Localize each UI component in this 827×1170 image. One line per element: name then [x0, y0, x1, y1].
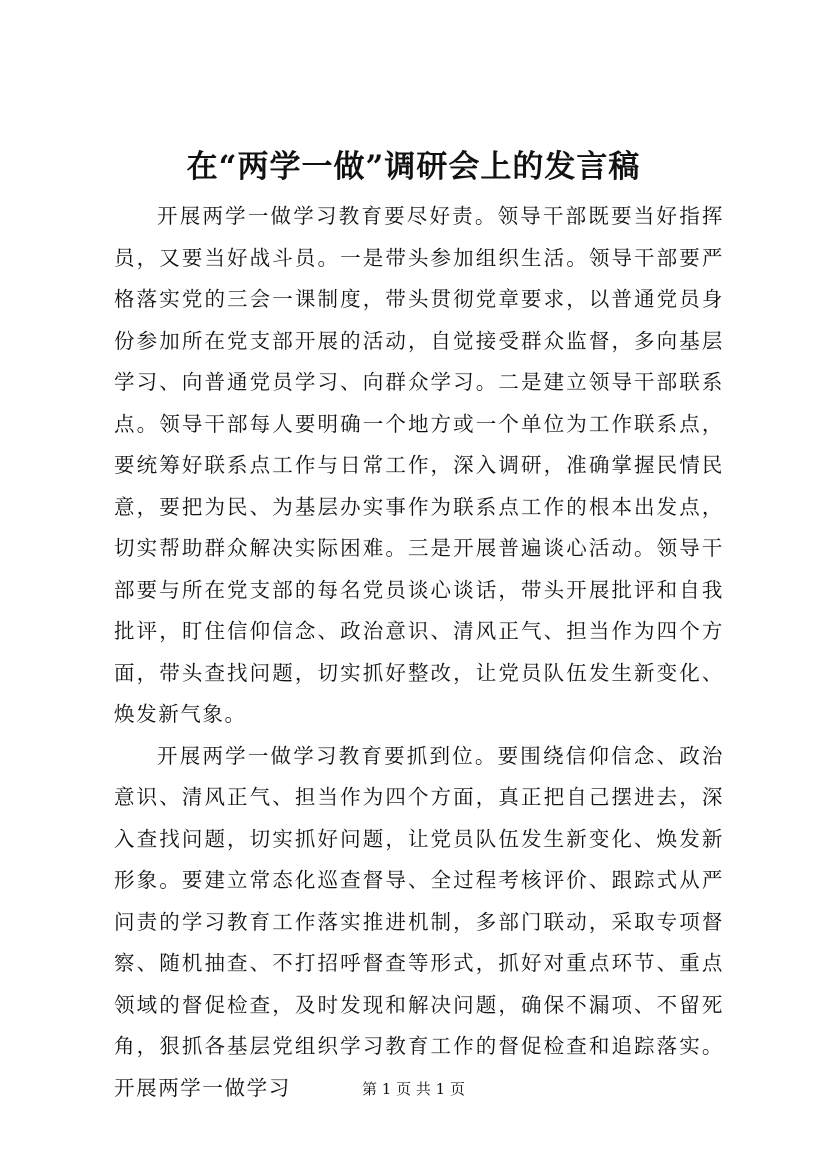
paragraph-2: 开展两学一做学习教育要抓到位。要围绕信仰信念、政治意识、清风正气、担当作为四个方面，真正把自己摆进去，深入查找问题，切实抓好问题，让党员队伍发生新变化、焕发新形象。要建立常态化巡查督导、全过程考核评价、跟踪式从严问责的学习教育工作落实推进机制，多部门联动，采取专项督察、随机抽查、不打招呼督查等形式，抓好对重点环节、重点领域的督促检查，及时发现和解决问题，确保不漏项、不留死角，狠抓各基层党组织学习教育工作的督促检查和追踪落实。开展两学一做学习	[114, 743, 724, 1100]
document-body	[114, 196, 724, 1109]
document-title: 在“两学一做”调研会上的发言稿	[186, 149, 641, 185]
paragraph-1: 开展两学一做学习教育要尽好责。领导干部既要当好指挥员，又要当好战斗员。一是带头参加组织生活。领导干部要严格落实党的三会一课制度，带头贯彻党章要求，以普通党员身份参加所在党支部开展的活动，自觉接受群众监督，多向基层学习、向普通党员学习、向群众学习。二是建立领导干部联系点。领导干部每人要明确一个地方或一个单位为工作联系点，要统筹好联系点工作与日常工作，深入调研，准确掌握民情民意，要把为民、为基层办实事作为联系点工作的根本出发点，切实帮助群众解决实际困难。三是开展普遍谈心活动。领导干部要与所在党支部的每名党员谈心谈话，带头开展批评和自我批评，盯住信仰信念、政治意识、清风正气、担当作为四个方面，带头查找问题，切实抓好整改，让党员队伍发生新变化、焕发新气象。	[114, 204, 724, 726]
page-footer: 第 1 页 共 1 页	[362, 1080, 465, 1098]
